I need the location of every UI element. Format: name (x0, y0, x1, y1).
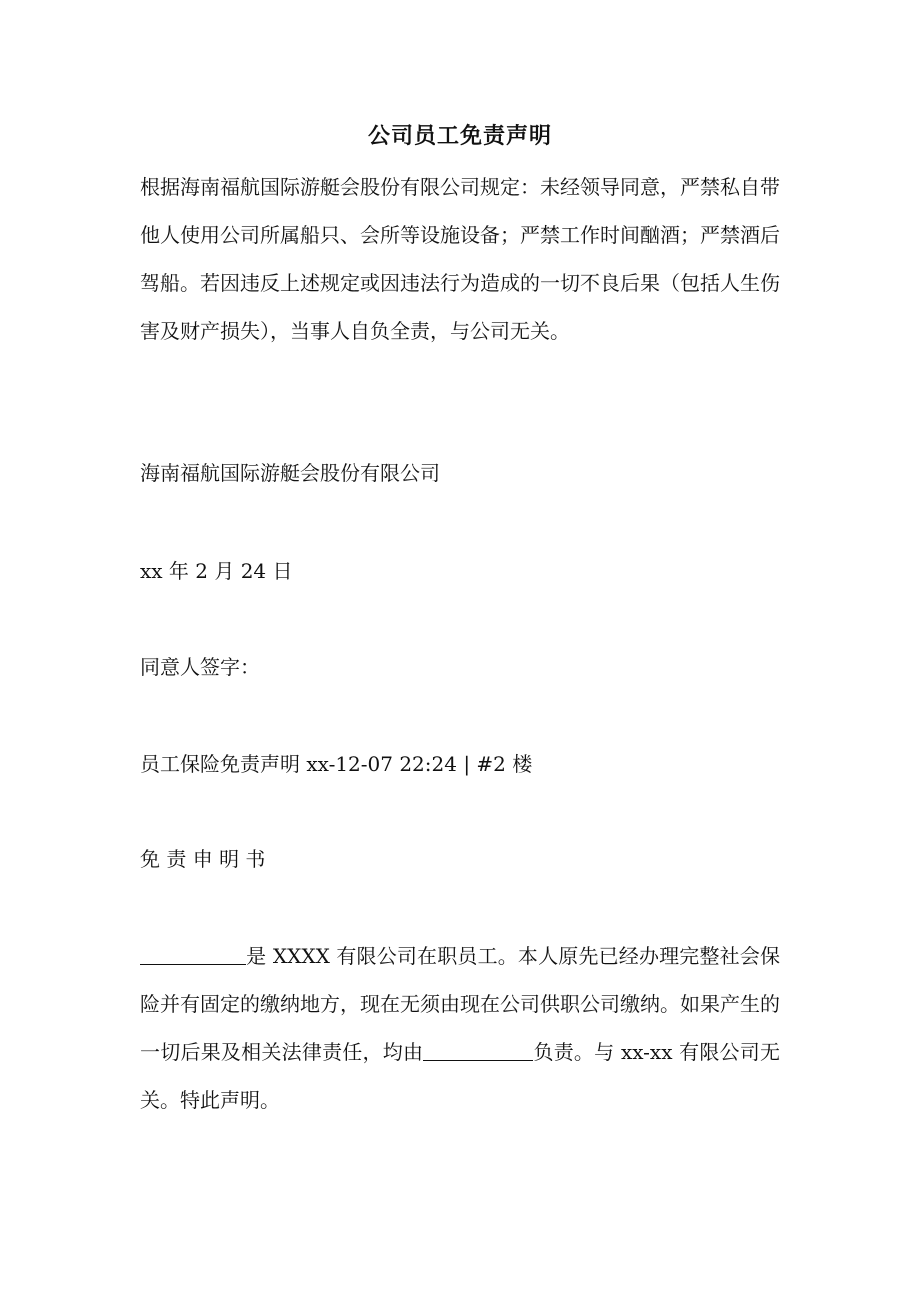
document-date: xx 年 2 月 24 日 (140, 559, 293, 583)
signature-label: 同意人签字： (140, 655, 260, 679)
post-header-line: 员工保险免责声明 xx-12-07 22:24 | #2 楼 (140, 752, 533, 776)
statement-text-part1: 是 XXXX 有限公司在职员工。本人原先已经办理完整社会保险并有固定的缴纳地方，现在无须由现在公司供职公司缴纳。如果产生的一切后果及相关法律责任，均由 (140, 944, 780, 1064)
responsible-party-blank-field[interactable] (423, 1040, 533, 1061)
second-heading: 免 责 申 明 书 (140, 847, 266, 871)
document-title: 公司员工免责声明 (367, 123, 552, 149)
company-name: 海南福航国际游艇会股份有限公司 (140, 461, 440, 485)
statement-text-part2: 负责。与 xx-xx 有限公司无关。特此声明。 (140, 1040, 781, 1112)
name-blank-field[interactable] (140, 944, 246, 965)
disclaimer-paragraph: 根据海南福航国际游艇会股份有限公司规定：未经领导同意，严禁私自带他人使用公司所属船只、会所等设施设备；严禁工作时间酗酒；严禁酒后驾船。若因违反上述规定或因违法行为造成的一切不良后果（包括人生伤害及财产损失），当事人自负全责，与公司无关。 (140, 175, 780, 343)
statement-paragraph (140, 932, 780, 1124)
